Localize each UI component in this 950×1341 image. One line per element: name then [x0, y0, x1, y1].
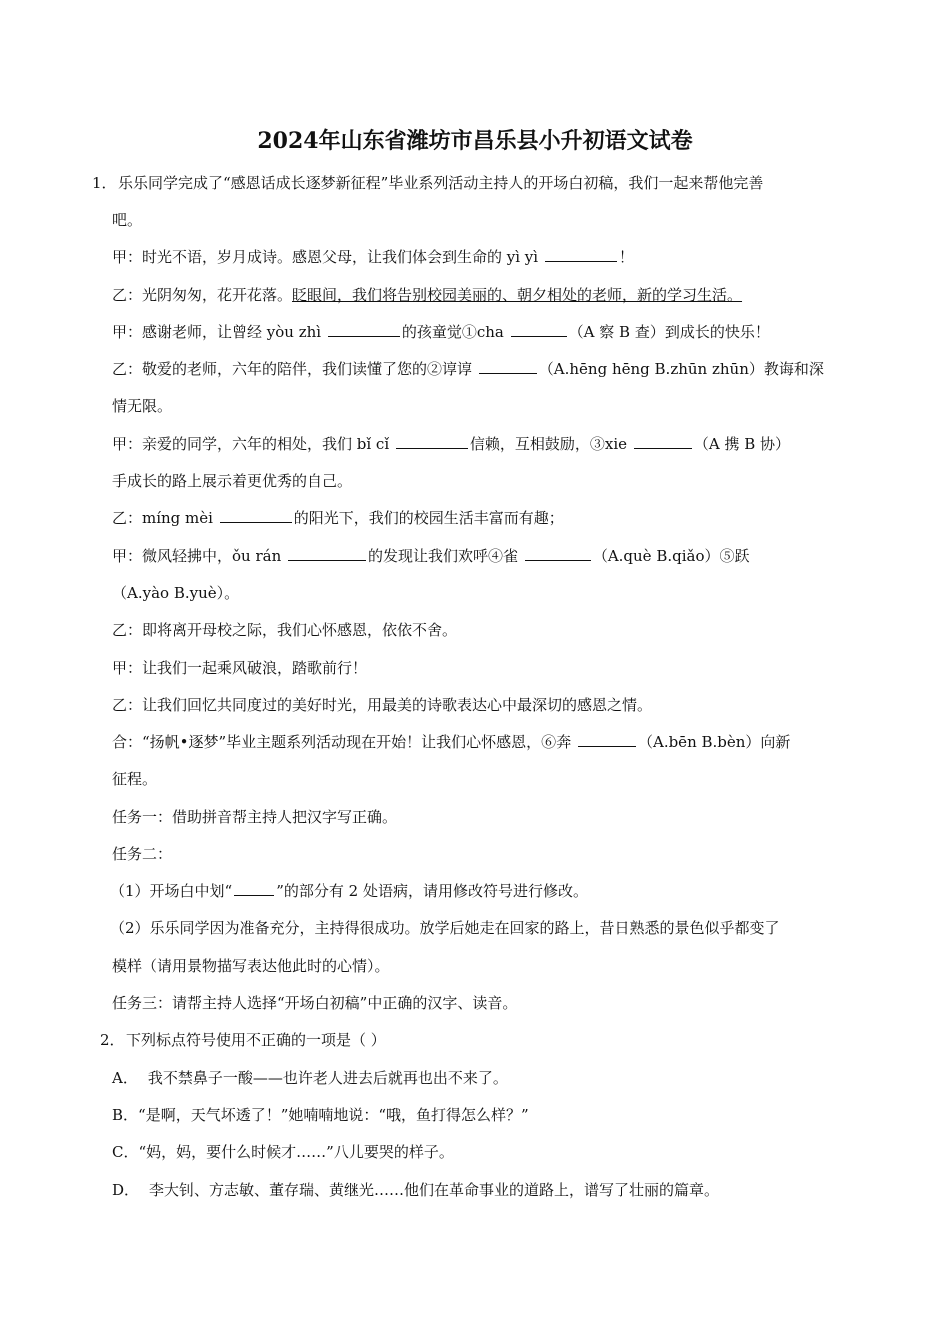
- dialogue-line: [112, 434, 790, 454]
- text: 甲：微风轻拂中，ǒu rán: [112, 547, 282, 565]
- text: 甲：亲爱的同学，六年的相处，我们 bǐ cǐ: [112, 435, 390, 453]
- answer-blank[interactable]: [288, 546, 366, 561]
- text: 的阳光下，我们的校园生活丰富而有趣；: [293, 509, 564, 527]
- text: （A.què B.qiǎo）⑤跃: [592, 547, 750, 565]
- text: 的孩童觉①cha: [401, 323, 504, 341]
- option-text: “妈，妈，要什么时候才……”八儿要哭的样子。: [138, 1143, 454, 1161]
- option-text: 我不禁鼻子一酸——也许老人进去后就再也出不来了。: [147, 1069, 508, 1087]
- question-text: 乐乐同学完成了“感恩话成长逐梦新征程”毕业系列活动主持人的开场白初稿，我们一起来帮他完善: [118, 174, 764, 192]
- text: （A 携 B 协）: [693, 435, 791, 453]
- text: 信赖，互相鼓励，③xie: [469, 435, 628, 453]
- answer-blank[interactable]: [396, 434, 468, 449]
- question-number: 2．: [100, 1031, 125, 1049]
- question-text: 吧。: [112, 211, 143, 229]
- text: （A.bēn B.bèn）向新: [637, 733, 791, 751]
- text: （A 察 B 查）到成长的快乐！: [568, 323, 770, 341]
- question-text: 下列标点符号使用不正确的一项是（ ）: [126, 1031, 386, 1049]
- text: 的发现让我们欢呼④雀: [368, 547, 519, 565]
- dialogue-line: [112, 359, 824, 379]
- question-number: 1．: [92, 174, 117, 192]
- dialogue-line: 征程。: [112, 770, 158, 788]
- dialogue-line: [112, 546, 750, 566]
- text: 乙：敬爱的老师，六年的陪伴，我们读懂了您的②谆谆: [112, 360, 473, 378]
- option-c[interactable]: [112, 1142, 454, 1162]
- answer-blank[interactable]: [479, 359, 537, 374]
- dialogue-line: （A.yào B.yuè）。: [112, 584, 240, 602]
- option-label: B．: [112, 1106, 139, 1124]
- text: 乙：光阴匆匆，花开花落。: [112, 286, 293, 304]
- dialogue-line: [112, 285, 742, 305]
- text: （1）开场白中划“: [110, 882, 233, 900]
- dialogue-line: [112, 322, 770, 342]
- task-line: 任务三：请帮主持人选择“开场白初稿”中正确的汉字、读音。: [112, 994, 518, 1012]
- text: ！: [618, 248, 634, 266]
- dialogue-line: 甲：让我们一起乘风破浪，踏歌前行！: [112, 659, 368, 677]
- task-line: 任务一：借助拼音帮主持人把汉字写正确。: [112, 808, 398, 826]
- page-title: 2024年山东省潍坊市昌乐县小升初语文试卷: [257, 128, 693, 154]
- text: （A.hēng hēng B.zhūn zhūn）教诲和深: [538, 360, 824, 378]
- text: ”的部分有 2 处语病，请用修改符号进行修改。: [276, 882, 588, 900]
- dialogue-line: 手成长的路上展示着更优秀的自己。: [112, 472, 353, 490]
- option-d[interactable]: [112, 1180, 719, 1200]
- option-label: D．: [112, 1181, 140, 1199]
- answer-blank[interactable]: [525, 546, 591, 561]
- dialogue-line: [112, 732, 790, 752]
- dialogue-line: [112, 508, 564, 528]
- dialogue-line: [112, 247, 634, 267]
- task-line: 任务二：: [112, 845, 173, 863]
- dialogue-line: 情无限。: [112, 397, 173, 415]
- option-a[interactable]: [112, 1068, 508, 1088]
- answer-blank[interactable]: [545, 247, 617, 262]
- text: 乙：míng mèi: [112, 509, 213, 527]
- task-line: 模样（请用景物描写表达他此时的心情）。: [112, 957, 390, 975]
- option-text: 李大钊、方志敏、董存瑞、黄继光……他们在革命事业的道路上，谱写了壮丽的篇章。: [149, 1181, 720, 1199]
- option-label: A．: [112, 1069, 138, 1087]
- answer-blank[interactable]: [634, 434, 692, 449]
- text: 甲：时光不语，岁月成诗。感恩父母，让我们体会到生命的 yì yì: [112, 248, 539, 266]
- task-line: （2）乐乐同学因为准备充分，主持得很成功。放学后她走在回家的路上，昔日熟悉的景色似乎都变了: [110, 919, 780, 937]
- dialogue-line: 乙：即将离开母校之际，我们心怀感恩，依依不舍。: [112, 621, 458, 639]
- dialogue-line: 乙：让我们回忆共同度过的美好时光，用最美的诗歌表达心中最深切的感恩之情。: [112, 696, 653, 714]
- option-label: C．: [112, 1143, 139, 1161]
- task-line: [110, 881, 588, 901]
- text: 合：“扬帆•逐梦”毕业主题系列活动现在开始！让我们心怀感恩，⑥奔: [112, 733, 572, 751]
- option-b[interactable]: [112, 1105, 529, 1125]
- underline-sample: [234, 881, 274, 896]
- text: 甲：感谢老师，让曾经 yòu zhì: [112, 323, 322, 341]
- answer-blank[interactable]: [511, 322, 567, 337]
- answer-blank[interactable]: [328, 322, 400, 337]
- underlined-sentence: 眨眼间，我们将告别校园美丽的、朝夕相处的老师，新的学习生活。: [292, 286, 743, 304]
- option-text: “是啊，天气坏透了！”她喃喃地说：“哦，鱼打得怎么样？”: [138, 1106, 529, 1124]
- answer-blank[interactable]: [220, 508, 292, 523]
- answer-blank[interactable]: [578, 732, 636, 747]
